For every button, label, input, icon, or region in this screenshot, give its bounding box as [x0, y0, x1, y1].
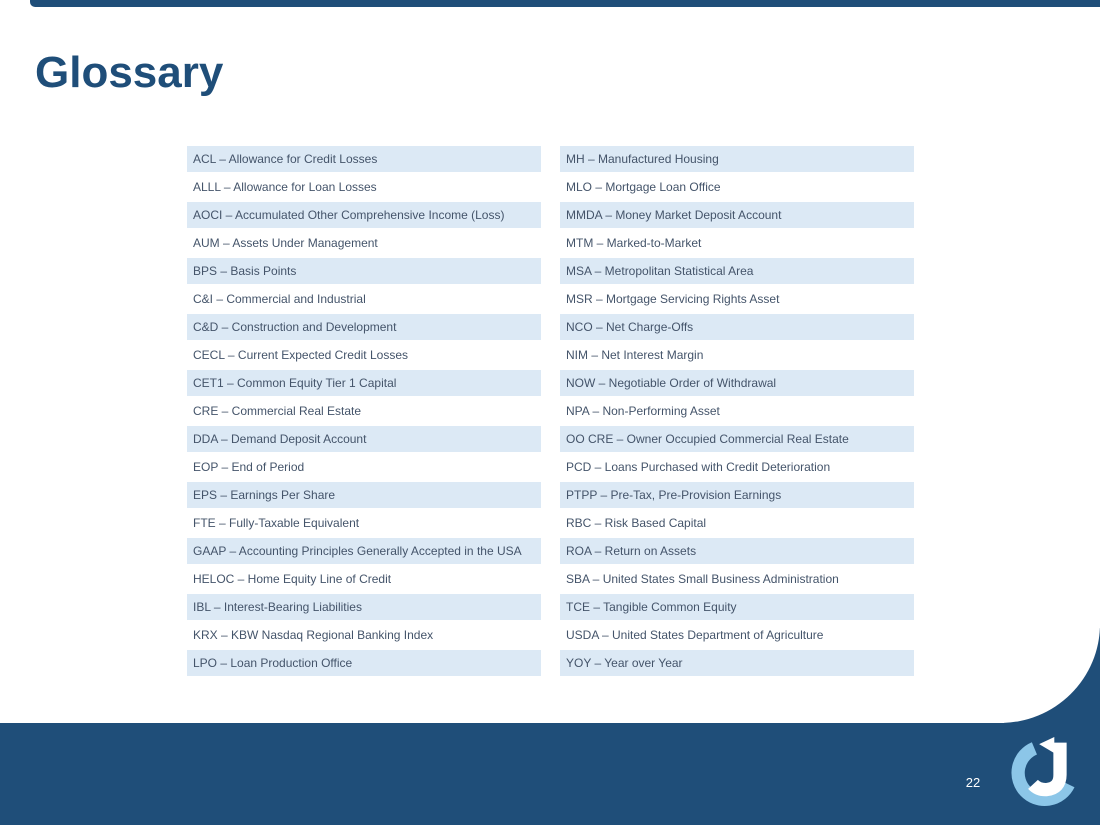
- glossary-row: MH – Manufactured Housing: [560, 146, 914, 172]
- glossary-row: EOP – End of Period: [187, 454, 541, 480]
- glossary-table: [187, 146, 914, 678]
- glossary-row: HELOC – Home Equity Line of Credit: [187, 566, 541, 592]
- glossary-row: MMDA – Money Market Deposit Account: [560, 202, 914, 228]
- glossary-row: ACL – Allowance for Credit Losses: [187, 146, 541, 172]
- glossary-column-left: [187, 146, 541, 678]
- glossary-row: MSR – Mortgage Servicing Rights Asset: [560, 286, 914, 312]
- glossary-row: BPS – Basis Points: [187, 258, 541, 284]
- glossary-row: FTE – Fully-Taxable Equivalent: [187, 510, 541, 536]
- glossary-row: GAAP – Accounting Principles Generally Accepted in the USA: [187, 538, 541, 564]
- glossary-row: NCO – Net Charge-Offs: [560, 314, 914, 340]
- company-logo-icon: [1006, 737, 1078, 809]
- top-accent-bar: [30, 0, 1100, 7]
- glossary-row: CRE – Commercial Real Estate: [187, 398, 541, 424]
- glossary-row: C&D – Construction and Development: [187, 314, 541, 340]
- glossary-row: USDA – United States Department of Agriculture: [560, 622, 914, 648]
- glossary-row: NOW – Negotiable Order of Withdrawal: [560, 370, 914, 396]
- glossary-row: CECL – Current Expected Credit Losses: [187, 342, 541, 368]
- page-title: Glossary: [35, 48, 224, 97]
- glossary-row: EPS – Earnings Per Share: [187, 482, 541, 508]
- glossary-row: AOCI – Accumulated Other Comprehensive Income (Loss): [187, 202, 541, 228]
- glossary-row: MTM – Marked-to-Market: [560, 230, 914, 256]
- glossary-row: KRX – KBW Nasdaq Regional Banking Index: [187, 622, 541, 648]
- glossary-row: NPA – Non-Performing Asset: [560, 398, 914, 424]
- glossary-row: TCE – Tangible Common Equity: [560, 594, 914, 620]
- glossary-row: MSA – Metropolitan Statistical Area: [560, 258, 914, 284]
- page-number: 22: [965, 775, 981, 790]
- glossary-row: DDA – Demand Deposit Account: [187, 426, 541, 452]
- glossary-row: PCD – Loans Purchased with Credit Deterioration: [560, 454, 914, 480]
- glossary-row: NIM – Net Interest Margin: [560, 342, 914, 368]
- glossary-row: LPO – Loan Production Office: [187, 650, 541, 676]
- glossary-row: RBC – Risk Based Capital: [560, 510, 914, 536]
- footer-bar: [0, 723, 1100, 825]
- glossary-row: OO CRE – Owner Occupied Commercial Real Estate: [560, 426, 914, 452]
- glossary-row: AUM – Assets Under Management: [187, 230, 541, 256]
- glossary-row: ROA – Return on Assets: [560, 538, 914, 564]
- glossary-row: YOY – Year over Year: [560, 650, 914, 676]
- footer-corner-swoosh: [1004, 628, 1100, 723]
- glossary-row: SBA – United States Small Business Administration: [560, 566, 914, 592]
- glossary-column-right: [560, 146, 914, 678]
- glossary-row: PTPP – Pre-Tax, Pre-Provision Earnings: [560, 482, 914, 508]
- glossary-row: MLO – Mortgage Loan Office: [560, 174, 914, 200]
- glossary-row: C&I – Commercial and Industrial: [187, 286, 541, 312]
- glossary-row: ALLL – Allowance for Loan Losses: [187, 174, 541, 200]
- glossary-row: IBL – Interest-Bearing Liabilities: [187, 594, 541, 620]
- glossary-row: CET1 – Common Equity Tier 1 Capital: [187, 370, 541, 396]
